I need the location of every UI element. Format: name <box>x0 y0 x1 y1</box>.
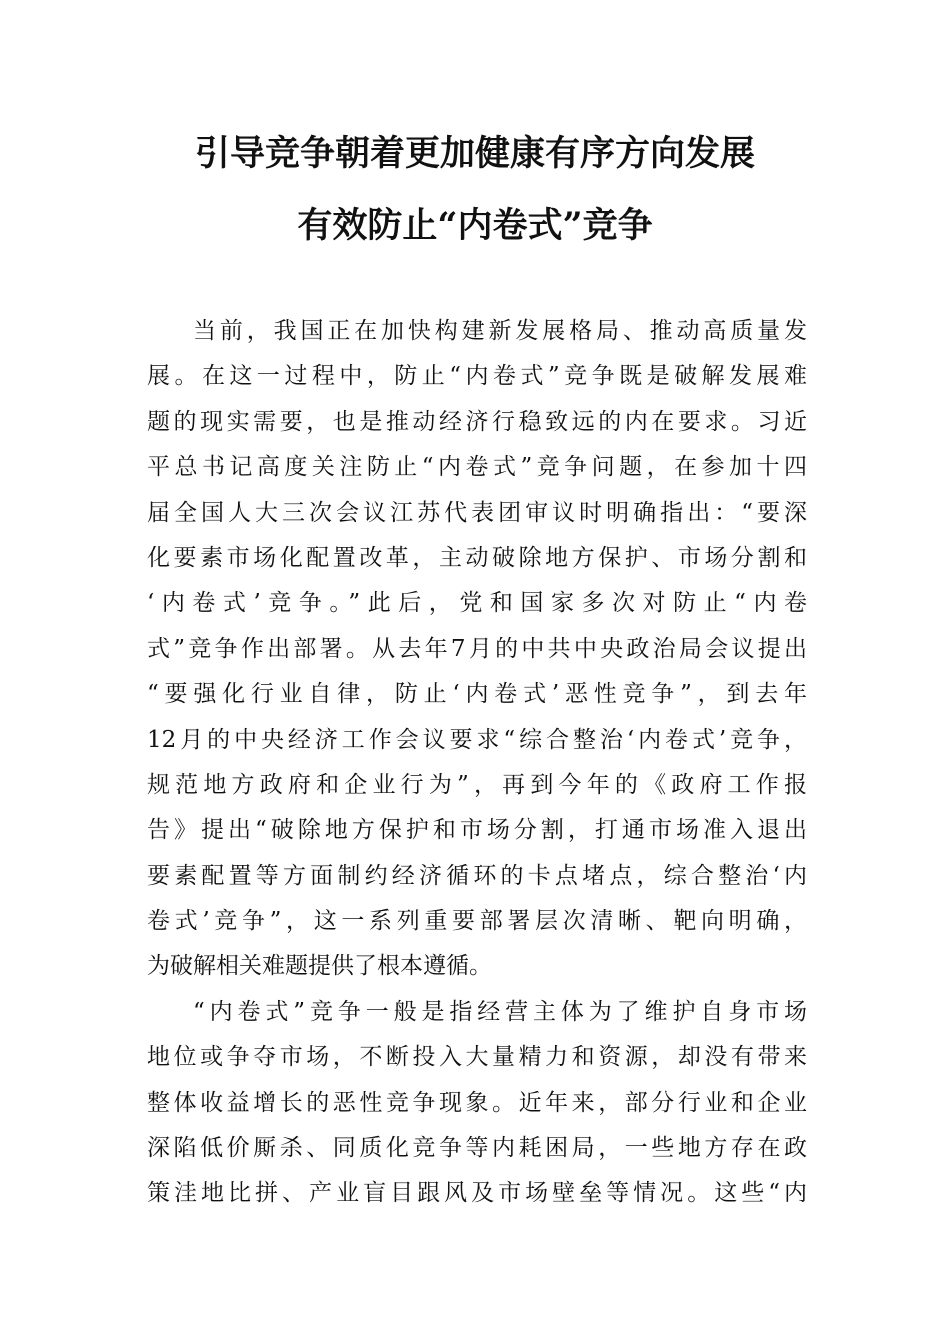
paragraph-line: 规范地方政府和企业行为”，再到今年的《政府工作报 <box>147 771 807 798</box>
paragraph-line: 地位或争夺市场，不断投入大量精力和资源，却没有带来 <box>147 1044 807 1071</box>
paragraph-line: 要素配置等方面制约经济循环的卡点堵点，综合整治‘内 <box>147 862 807 889</box>
paragraph-1 <box>147 309 807 990</box>
paragraph-line: 整体收益增长的恶性竞争现象。近年来，部分行业和企业 <box>147 1089 807 1116</box>
paragraph-line: 式”竞争作出部署。从去年7月的中共中央政治局会议提出 <box>147 635 807 662</box>
paragraph-line: 策洼地比拼、产业盲目跟风及市场壁垒等情况。这些“内 <box>147 1180 807 1207</box>
paragraph-line: 告》提出“破除地方保护和市场分割，打通市场准入退出 <box>147 817 807 844</box>
paragraph-line: 题的现实需要，也是推动经济行稳致远的内在要求。习近 <box>147 408 807 435</box>
article-body <box>147 309 807 1217</box>
paragraph-line: 展。在这一过程中，防止“内卷式”竞争既是破解发展难 <box>147 363 807 390</box>
paragraph-line: 化要素市场化配置改革，主动破除地方保护、市场分割和 <box>147 544 807 571</box>
paragraph-line: 卷式’竞争”，这一系列重要部署层次清晰、靶向明确， <box>147 908 807 935</box>
paragraph-line: 平总书记高度关注防止“内卷式”竞争问题，在参加十四 <box>147 454 807 481</box>
paragraph-line: ‘内卷式’竞争。”此后，党和国家多次对防止“内卷 <box>147 590 807 617</box>
paragraph-line: “要强化行业自律，防止‘内卷式’恶性竞争”，到去年 <box>147 681 807 708</box>
paragraph-line: 当前，我国正在加快构建新发展格局、推动高质量发 <box>193 318 807 344</box>
title-line-1: 引导竞争朝着更加健康有序方向发展 <box>194 133 755 174</box>
paragraph-line: “内卷式”竞争一般是指经营主体为了维护自身市场 <box>193 998 807 1025</box>
paragraph-line: 届全国人大三次会议江苏代表团审议时明确指出：“要深 <box>147 499 807 526</box>
title-line-2: 有效防止“内卷式”竞争 <box>297 205 653 246</box>
paragraph-line: 12月的中央经济工作会议要求“综合整治‘内卷式’竞争， <box>147 726 807 753</box>
paragraph-line: 为破解相关难题提供了根本遵循。 <box>147 953 492 980</box>
paragraph-line: 深陷低价厮杀、同质化竞争等内耗困局，一些地方存在政 <box>147 1135 807 1162</box>
paragraph-2 <box>147 990 807 1217</box>
